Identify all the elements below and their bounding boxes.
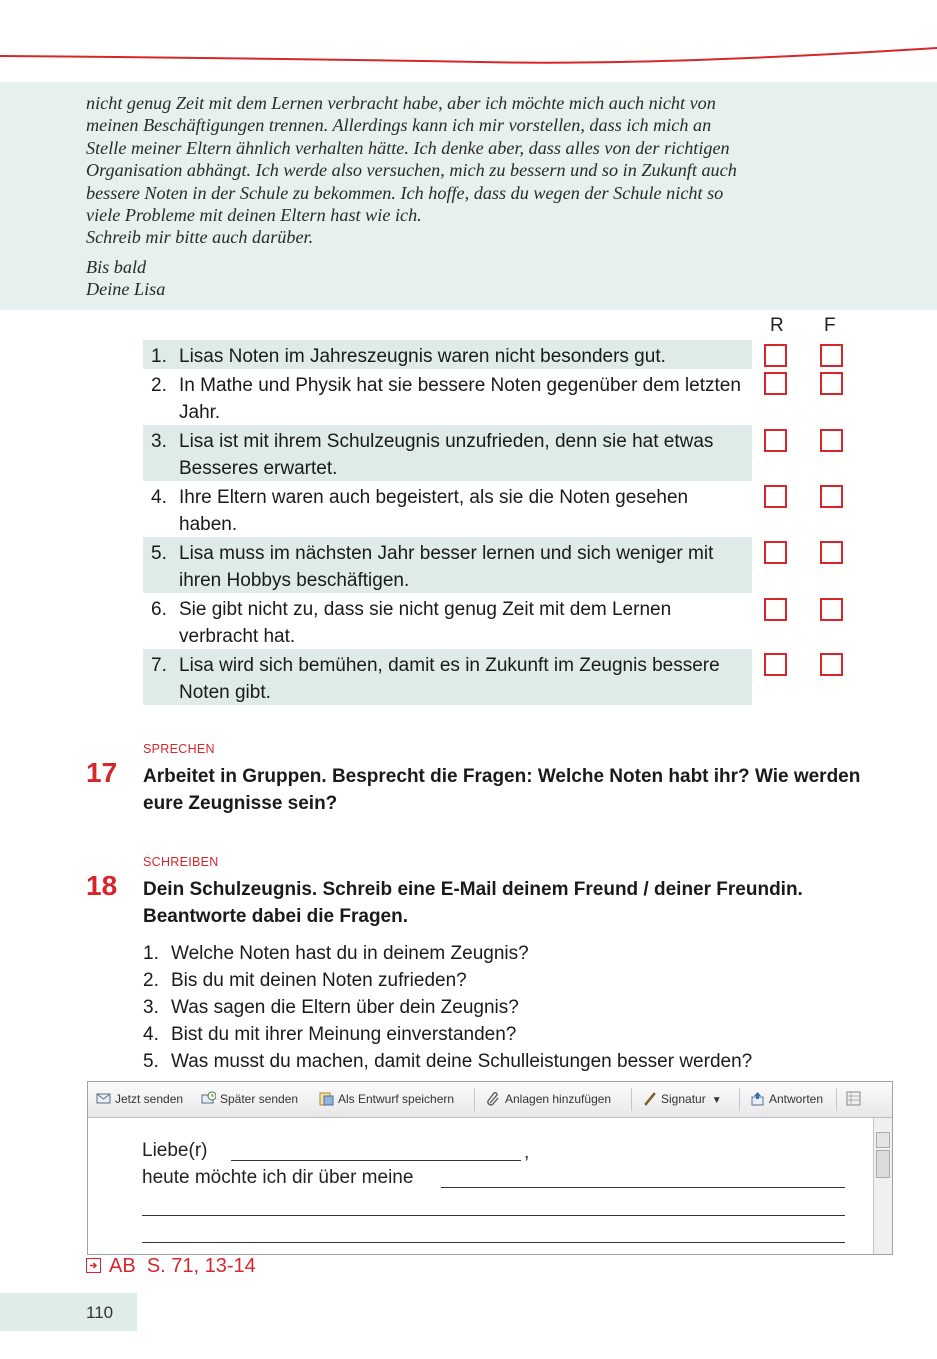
save-draft-label: Als Entwurf speichern	[338, 1092, 455, 1106]
grid-icon	[846, 1091, 861, 1106]
letter-line: Organisation abhängt. Ich werde also versuchen, mich zu bessern und so in Zukunft auch	[86, 160, 737, 181]
task18-number: 18	[86, 870, 118, 901]
letter-line: bessere Noten in der Schule zu bekommen. Ich hoffe, dass du wegen der Schule nicht so	[86, 182, 724, 203]
item-number: 2.	[151, 375, 167, 396]
checkbox-f[interactable]	[820, 372, 843, 395]
list-item	[143, 967, 467, 994]
table-row	[143, 425, 843, 481]
reply-button[interactable]	[750, 1091, 823, 1106]
item-number: 3.	[151, 431, 167, 452]
letter-line: meinen Beschäftigungen trennen. Allerdings kann ich mir vorstellen, dass ich mich an	[86, 115, 712, 136]
item-statement: Lisa muss im nächsten Jahr besser lernen und sich weniger mit ihren Hobbys beschäftigen.	[179, 543, 714, 591]
signature-dropdown[interactable]	[642, 1091, 722, 1106]
checkbox-r[interactable]	[764, 653, 787, 676]
table-row	[143, 369, 843, 425]
letter-line: Schreib mir bitte auch darüber.	[86, 227, 314, 248]
ab-label: AB	[109, 1255, 136, 1277]
checkbox-f[interactable]	[820, 429, 843, 452]
scrollbar[interactable]	[873, 1118, 892, 1254]
task18-title: Dein Schulzeugnis. Schreib eine E-Mail deinem Freund / deiner Freundin. Beantworte dabei die Fragen.	[143, 879, 803, 927]
send-later-button[interactable]	[201, 1091, 298, 1106]
question-text: Bist du mit ihrer Meinung einverstanden?	[171, 1024, 517, 1045]
question-number: 4.	[143, 1024, 159, 1045]
checkbox-r[interactable]	[764, 598, 787, 621]
question-number: 5.	[143, 1051, 159, 1072]
list-item	[143, 940, 529, 967]
greeting-text: Liebe(r)	[142, 1140, 208, 1161]
reply-icon	[750, 1091, 765, 1106]
scroll-up-icon[interactable]	[876, 1132, 890, 1148]
checkbox-f[interactable]	[820, 485, 843, 508]
signature-text: Deine Lisa	[86, 279, 166, 300]
blank-line[interactable]	[231, 1160, 521, 1161]
list-item	[143, 1048, 752, 1075]
item-statement: Ihre Eltern waren auch begeistert, als sie die Noten gesehen haben.	[179, 487, 689, 535]
page-number: 110	[86, 1303, 114, 1322]
letter-line: viele Probleme mit deinen Eltern hast wie ich.	[86, 205, 422, 226]
closing-text: Bis bald	[86, 257, 147, 277]
attach-button[interactable]	[486, 1091, 611, 1106]
page-number-box	[0, 1293, 137, 1331]
blank-line[interactable]	[441, 1187, 845, 1188]
checkbox-r[interactable]	[764, 344, 787, 367]
email-toolbar	[88, 1082, 892, 1118]
item-number: 6.	[151, 599, 167, 620]
letter-closing	[86, 256, 165, 301]
checkbox-f[interactable]	[820, 344, 843, 367]
item-statement: Lisa wird sich bemühen, damit es in Zukunft im Zeugnis bessere Noten gibt.	[179, 655, 720, 703]
question-text: Was musst du machen, damit deine Schulleistungen besser werden?	[171, 1051, 753, 1072]
save-draft-button[interactable]	[319, 1091, 454, 1106]
attach-label: Anlagen hinzufügen	[505, 1092, 612, 1106]
question-number: 1.	[143, 943, 159, 964]
task17-title: Arbeitet in Gruppen. Besprecht die Fragen: Welche Noten habt ihr? Wie werden eure Zeugnisse sein?	[143, 766, 861, 814]
chevron-down-icon: ▼	[711, 1095, 722, 1106]
email-body[interactable]	[88, 1118, 874, 1254]
item-number: 7.	[151, 655, 167, 676]
item-number: 4.	[151, 487, 167, 508]
reply-label: Antworten	[769, 1092, 824, 1106]
task17-number: 17	[86, 757, 118, 788]
letter-body	[86, 92, 886, 249]
task18-label: SCHREIBEN	[143, 855, 219, 869]
letter-line: nicht genug Zeit mit dem Lernen verbracht habe, aber ich möchte mich auch nicht von	[86, 93, 716, 113]
scroll-thumb[interactable]	[876, 1150, 890, 1178]
item-statement: Lisa ist mit ihrem Schulzeugnis unzufrieden, denn sie hat etwas Besseres erwartet.	[179, 431, 714, 479]
task17-label: SPRECHEN	[143, 742, 215, 756]
checkbox-r[interactable]	[764, 541, 787, 564]
send-now-button[interactable]	[96, 1091, 183, 1106]
table-row	[143, 593, 843, 649]
list-item	[143, 994, 519, 1021]
question-text: Welche Noten hast du in deinem Zeugnis?	[171, 943, 529, 964]
item-statement: In Mathe und Physik hat sie bessere Noten gegenüber dem letzten Jahr.	[179, 375, 741, 423]
pen-icon	[642, 1091, 657, 1106]
comma-text: ,	[524, 1142, 530, 1163]
question-text: Was sagen die Eltern über dein Zeugnis?	[171, 997, 519, 1018]
opening-text: heute möchte ich dir über meine	[142, 1167, 414, 1188]
send-icon	[96, 1091, 111, 1106]
signature-label: Signatur	[661, 1092, 706, 1106]
item-statement: Sie gibt nicht zu, dass sie nicht genug Zeit mit dem Lernen verbracht hat.	[179, 599, 672, 647]
table-row	[143, 481, 843, 537]
send-now-label: Jetzt senden	[115, 1092, 184, 1106]
column-r-header: R	[770, 315, 784, 336]
checkbox-r[interactable]	[764, 429, 787, 452]
question-number: 2.	[143, 970, 159, 991]
list-item	[143, 1021, 516, 1048]
blank-line[interactable]	[142, 1242, 845, 1243]
item-number: 5.	[151, 543, 167, 564]
header-rule	[0, 0, 937, 80]
column-f-header: F	[824, 315, 836, 336]
question-text: Bis du mit deinen Noten zufrieden?	[171, 970, 467, 991]
workbook-reference	[86, 1255, 256, 1278]
table-row	[143, 340, 843, 369]
arrow-box-icon	[86, 1258, 101, 1273]
question-number: 3.	[143, 997, 159, 1018]
item-statement: Lisas Noten im Jahreszeugnis waren nicht besonders gut.	[179, 346, 666, 367]
clock-mail-icon	[201, 1091, 216, 1106]
table-row	[143, 537, 843, 593]
email-window	[87, 1081, 893, 1255]
draft-icon	[319, 1091, 334, 1106]
checkbox-f[interactable]	[820, 541, 843, 564]
blank-line[interactable]	[142, 1215, 845, 1216]
checkbox-f[interactable]	[820, 653, 843, 676]
checkbox-r[interactable]	[764, 372, 787, 395]
options-button[interactable]	[846, 1091, 865, 1106]
table-row	[143, 649, 843, 705]
item-number: 1.	[151, 346, 167, 367]
checkbox-r[interactable]	[764, 485, 787, 508]
ab-pages: S. 71, 13-14	[146, 1255, 256, 1277]
letter-line: Stelle meiner Eltern ähnlich verhalten hätte. Ich denke aber, dass alles von der richtigen	[86, 137, 730, 158]
paperclip-icon	[486, 1091, 501, 1106]
checkbox-f[interactable]	[820, 598, 843, 621]
send-later-label: Später senden	[220, 1092, 299, 1106]
